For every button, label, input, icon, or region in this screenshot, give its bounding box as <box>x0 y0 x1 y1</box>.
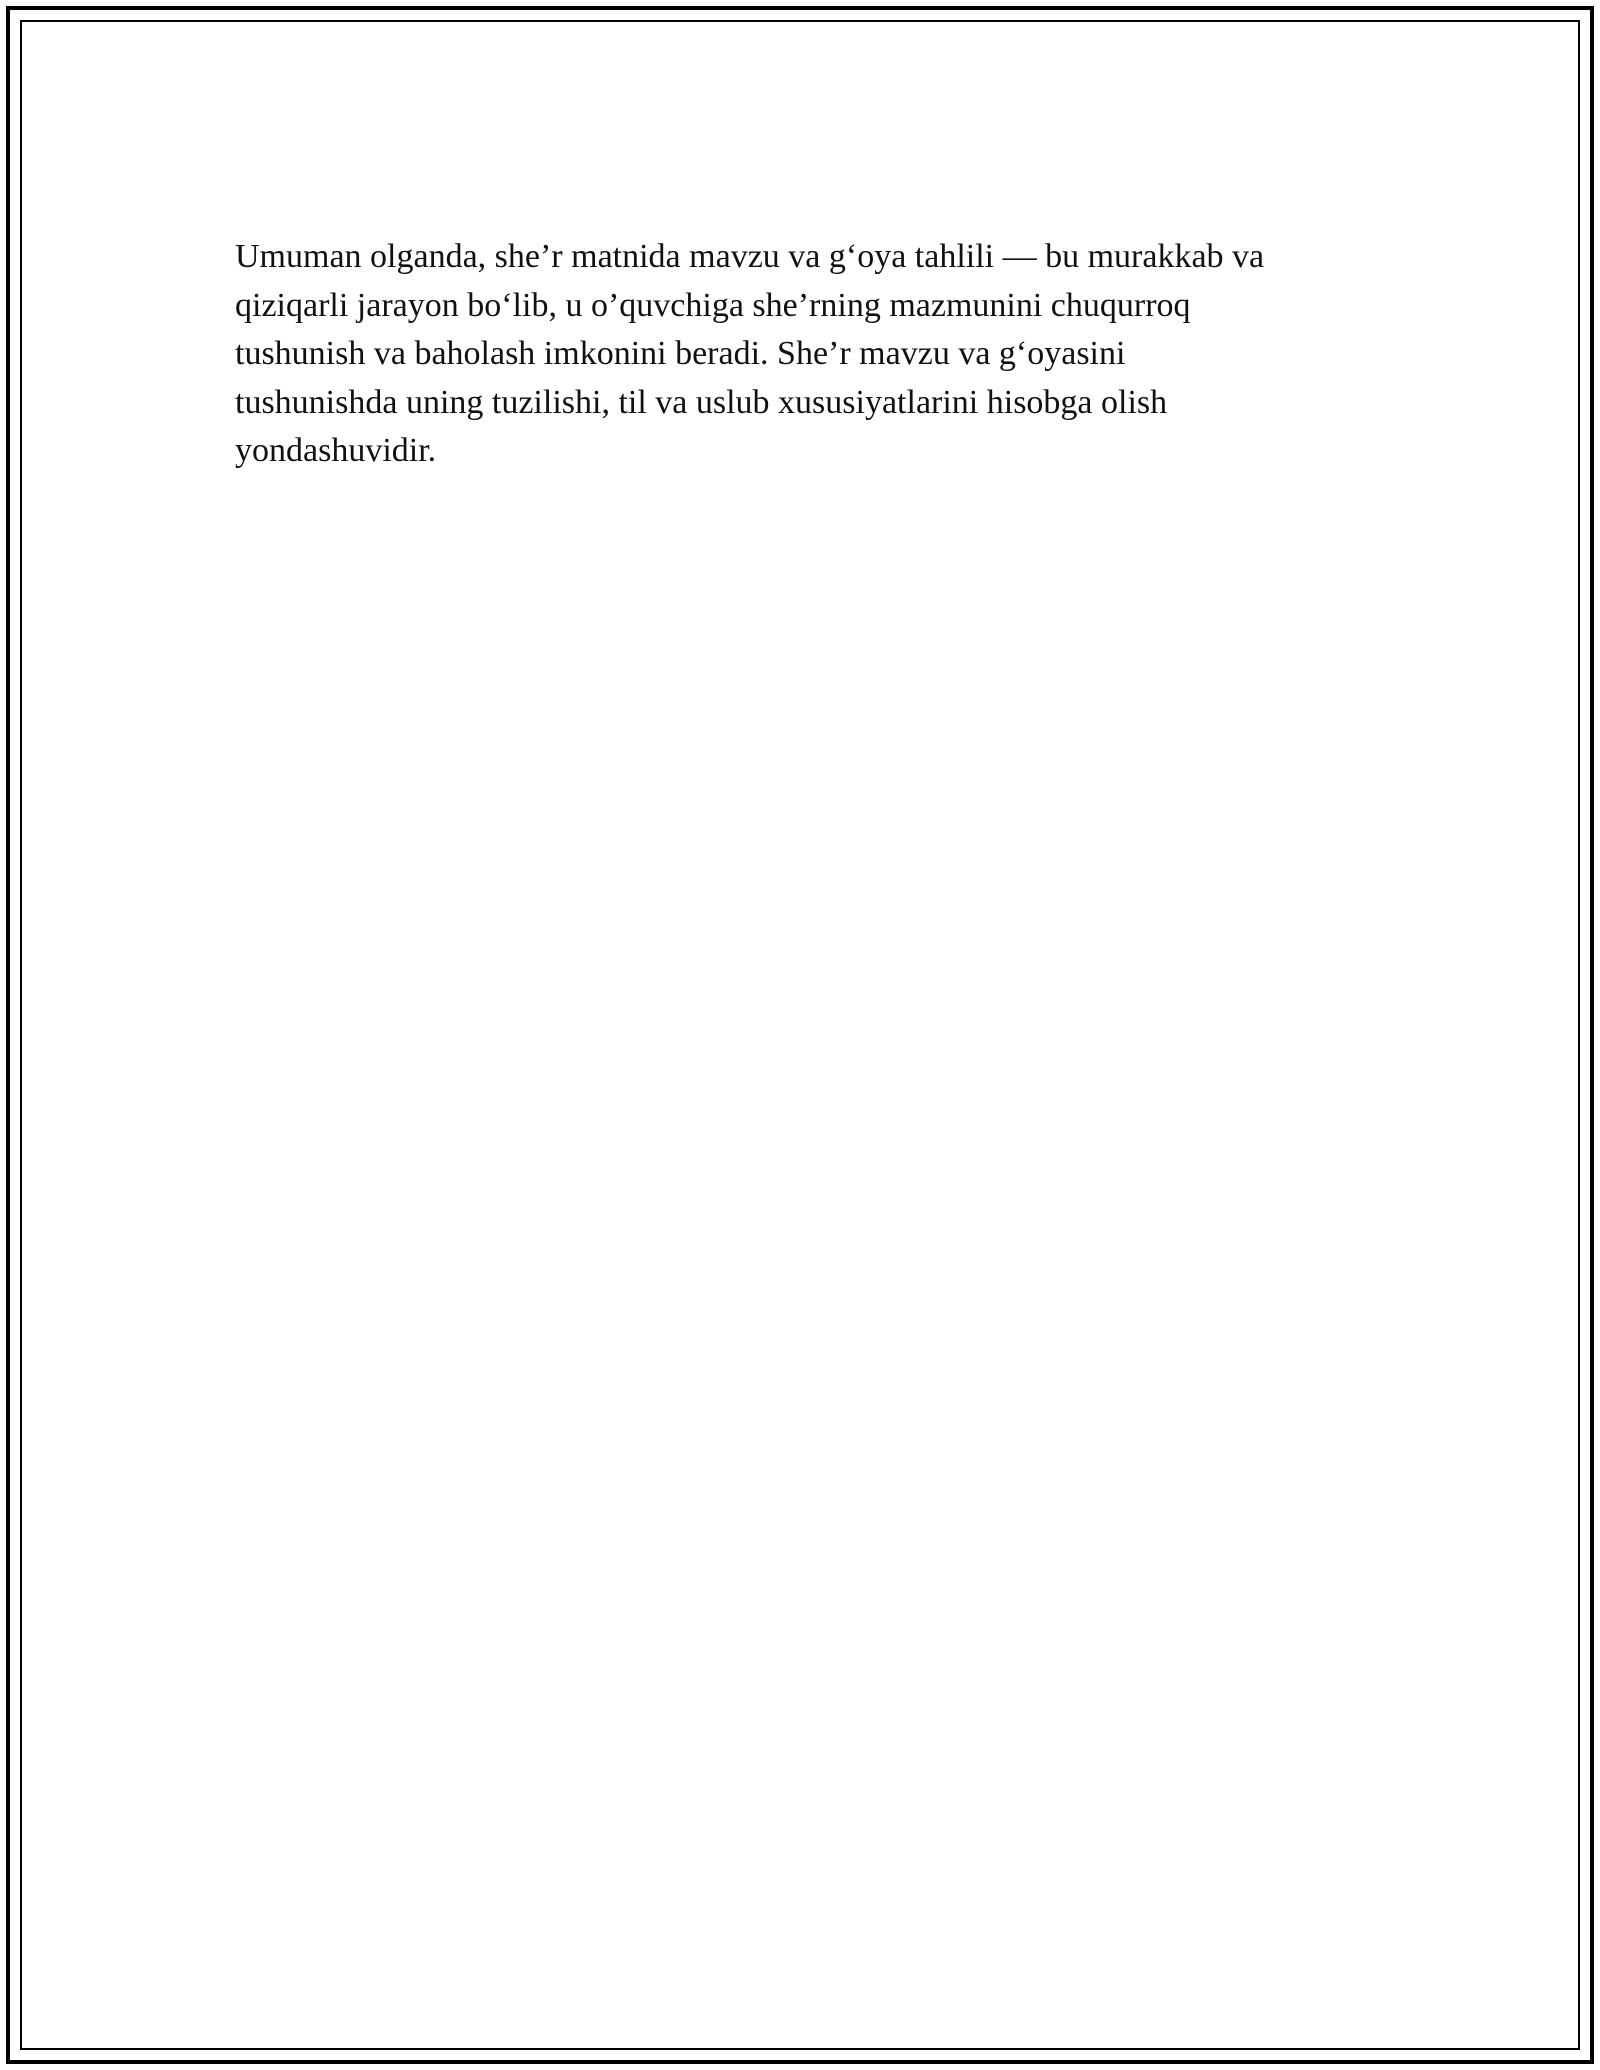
paragraph-line: Umuman olganda, she’r matnida mavzu va g‘oya tahlili — bu murakkab va <box>235 238 1265 275</box>
paragraph-line: tushunish va baholash imkonini beradi. She’r mavzu va g‘oyasini <box>235 335 1126 372</box>
paragraph-line: tushunishda uning tuzilishi, til va uslub xususiyatlarini hisobga olish <box>235 383 1168 421</box>
paragraph-line: yondashuvidir. <box>235 432 437 469</box>
body-paragraph <box>235 233 1375 476</box>
paragraph-line: qiziqarli jarayon bo‘lib, u o’quvchiga she’rning mazmunini chuqurroq <box>235 286 1191 324</box>
